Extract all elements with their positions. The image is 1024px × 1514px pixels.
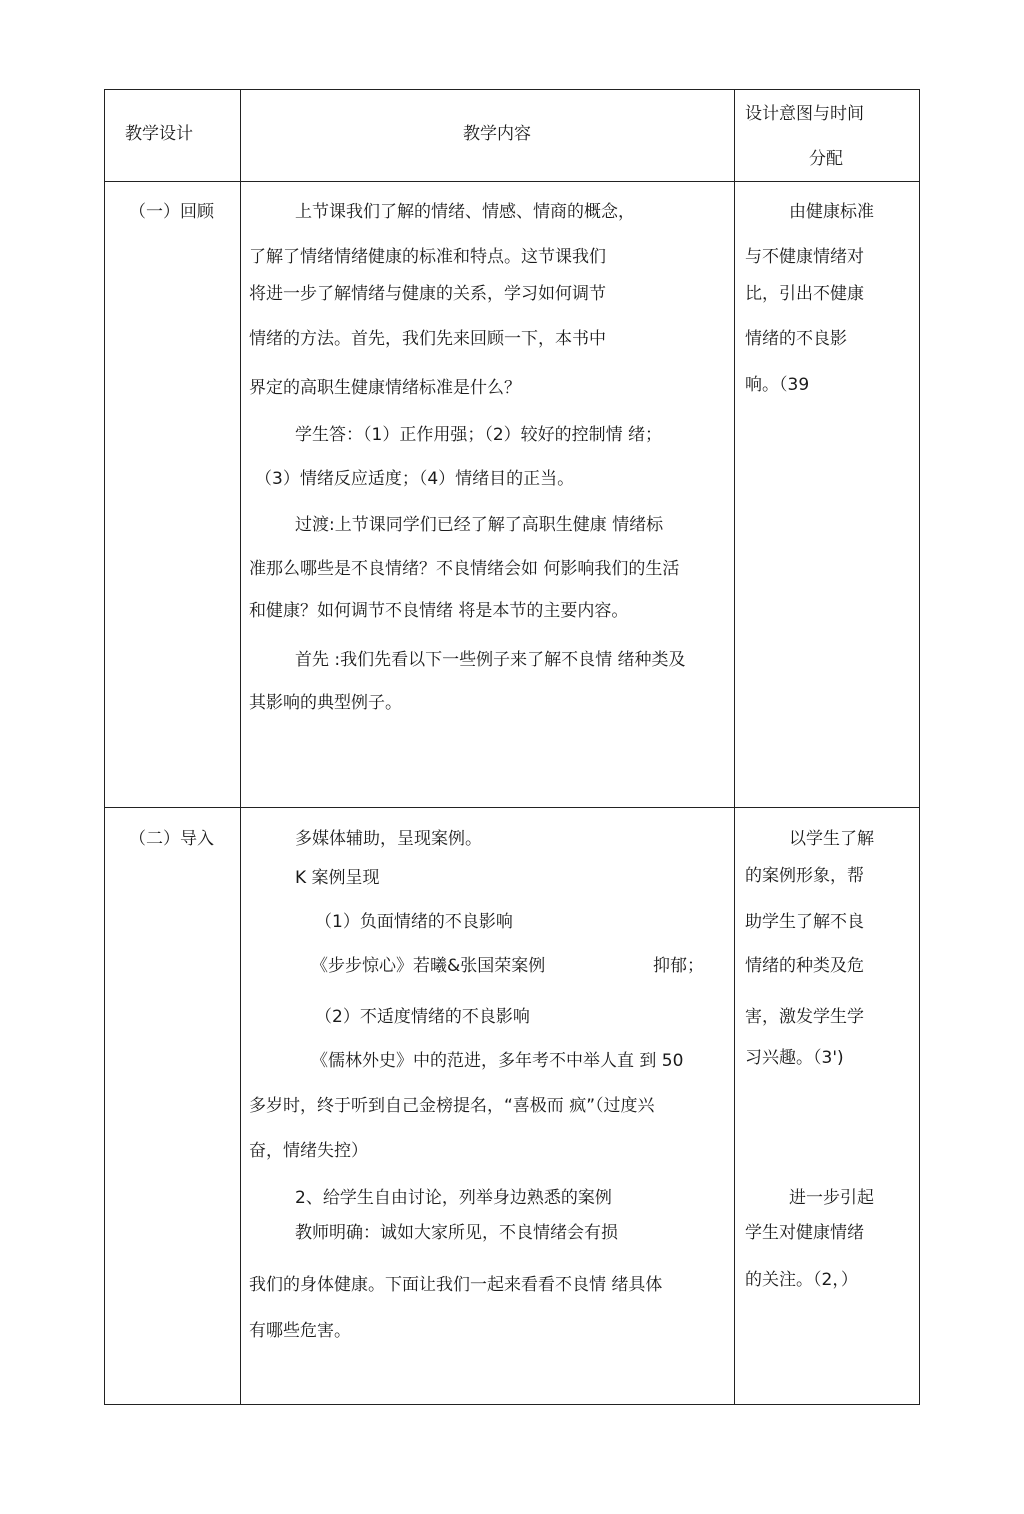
content-line: K 案例呈现 [295, 868, 380, 888]
content-line: 学生答：（1）正作用强；（2）较好的控制情 绪； [295, 425, 663, 445]
header-teaching-content: 教学内容 [463, 124, 531, 144]
section-review-label: （一）回顾 [129, 202, 214, 222]
content-line: （1）负面情绪的不良影响 [315, 912, 513, 932]
content-line: 和健康？如何调节不良情绪 将是本节的主要内容。 [249, 601, 629, 621]
section-intro-label: （二）导入 [129, 829, 214, 849]
intent-line: 以学生了解 [789, 829, 874, 849]
content-line: 有哪些危害。 [249, 1321, 351, 1341]
content-line: 《儒林外史》中的范进，多年考不中举人直 到 50 [311, 1051, 684, 1071]
intent-line: 情绪的不良影 [745, 329, 847, 349]
content-line: 抑郁； [653, 956, 704, 976]
content-line: 2、给学生自由讨论，列举身边熟悉的案例 [295, 1188, 612, 1208]
content-line: 我们的身体健康。下面让我们一起来看看不良情 绪具体 [249, 1275, 663, 1295]
content-line: （2）不适度情绪的不良影响 [315, 1007, 530, 1027]
intent-line: 的案例形象，帮 [745, 866, 864, 886]
section-row-divider [105, 807, 919, 808]
header-teaching-design: 教学设计 [125, 124, 193, 144]
content-line: 首先 :我们先看以下一些例子来了解不良情 绪种类及 [295, 650, 686, 670]
intent-line: 进一步引起 [789, 1188, 874, 1208]
header-time-allocation: 分配 [809, 149, 843, 169]
column-divider-1 [240, 90, 241, 1404]
content-line: 情绪的方法。首先，我们先来回顾一下，本书中 [249, 329, 606, 349]
content-line: 过渡:上节课同学们已经了解了高职生健康 情绪标 [295, 515, 664, 535]
intent-line: 与不健康情绪对 [745, 247, 864, 267]
intent-line: 的关注。（2，） [745, 1270, 858, 1290]
lesson-plan-table [104, 89, 920, 1405]
content-line: 多岁时，终于听到自己金榜提名，“喜极而 疯”（过度兴 [249, 1096, 655, 1116]
intent-line: 习兴趣。（3') [745, 1048, 844, 1068]
content-line: 奋，情绪失控） [249, 1141, 368, 1161]
content-line: 多媒体辅助，呈现案例。 [295, 829, 482, 849]
content-line: 教师明确：诚如大家所见，不良情绪会有损 [295, 1223, 618, 1243]
intent-line: 响。（39 [745, 375, 810, 395]
intent-line: 由健康标准 [789, 202, 874, 222]
content-line: 界定的高职生健康情绪标准是什么？ [249, 378, 521, 398]
column-divider-2 [734, 90, 735, 1404]
content-line: 其影响的典型例子。 [249, 693, 402, 713]
intent-line: 害，激发学生学 [745, 1007, 864, 1027]
content-line: 上节课我们了解的情绪、情感、情商的概念， [295, 202, 635, 222]
header-design-intent: 设计意图与时间 [745, 104, 864, 124]
content-line: 将进一步了解情绪与健康的关系，学习如何调节 [249, 284, 606, 304]
intent-line: 学生对健康情绪 [745, 1223, 864, 1243]
content-line: 《步步惊心》若曦&张国荣案例 [311, 956, 546, 976]
content-line: （3）情绪反应适度；（4）情绪目的正当。 [255, 469, 575, 489]
intent-line: 助学生了解不良 [745, 912, 864, 932]
intent-line: 比，引出不健康 [745, 284, 864, 304]
content-line: 准那么哪些是不良情绪？不良情绪会如 何影响我们的生活 [249, 559, 680, 579]
content-line: 了解了情绪情绪健康的标准和特点。这节课我们 [249, 247, 606, 267]
header-row-divider [105, 181, 919, 182]
intent-line: 情绪的种类及危 [745, 956, 864, 976]
